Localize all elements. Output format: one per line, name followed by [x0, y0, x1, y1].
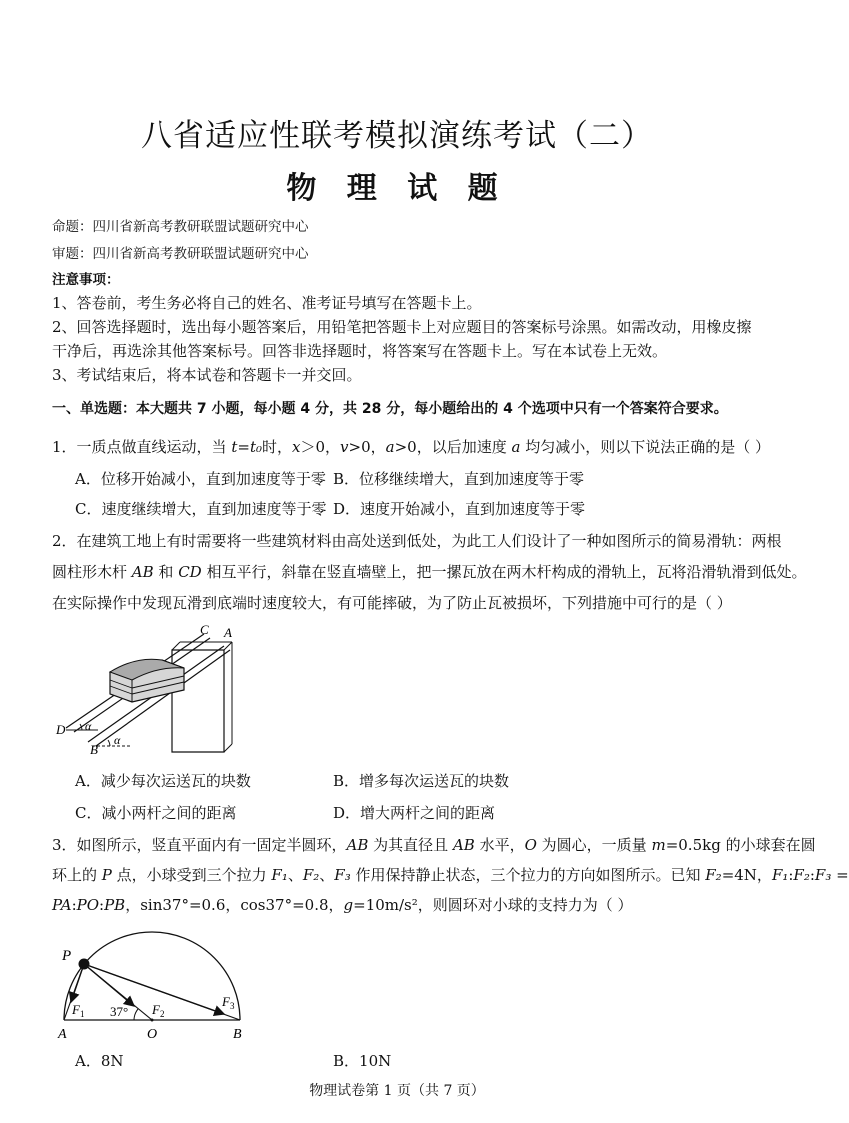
q3-stem-line3: PA:PO:PB，sin37°=0.6，cos37°=0.8，g=10m/s²，则圆环对小球的支持力为（ ） [52, 896, 633, 914]
q1-option-d: D．速度开始减小，直到加速度等于零 [333, 500, 586, 518]
note-1: 1、答卷前，考生务必将自己的姓名、准考证号填写在答题卡上。 [52, 294, 482, 312]
q3-stem-line1: 3．如图所示，竖直平面内有一固定半圆环，AB 为其直径且 AB 水平，O 为圆心，一质量 m=0.5kg 的小球套在圆 [52, 836, 816, 854]
q2-option-b: B．增多每次运送瓦的块数 [333, 772, 510, 790]
exam-title: 八省适应性联考模拟演练考试（二） [141, 118, 653, 154]
q3-label-f1: $F_1$ [72, 1002, 85, 1019]
q2-option-d: D．增大两杆之间的距离 [333, 804, 496, 822]
q2-label-a: A [224, 625, 232, 640]
q3-option-a: A．8N [75, 1052, 124, 1070]
note-2: 2、回答选择题时，选出每小题答案后，用铅笔把答题卡上对应题目的答案标号涂黑。如需改动，用橡皮擦 [52, 318, 752, 336]
author-line: 命题：四川省新高考教研联盟试题研究中心 [52, 219, 309, 235]
q2-alpha-1: α [85, 719, 92, 733]
q2-option-a: A．减少每次运送瓦的块数 [75, 772, 251, 790]
q3-option-b: B．10N [333, 1052, 392, 1070]
q1-option-c: C．速度继续增大，直到加速度等于零 [75, 500, 327, 518]
q1-stem: 1．一质点做直线运动，当 t=t₀时，x＞0，v>0，a>0，以后加速度 a 均匀减小，则以下说法正确的是（ ） [52, 438, 770, 456]
note-3: 3、考试结束后，将本试卷和答题卡一并交回。 [52, 366, 362, 384]
q2-option-c: C．减小两杆之间的距离 [75, 804, 237, 822]
q2-alpha-2: α [114, 733, 121, 747]
q2-stem-line2: 圆柱形木杆 AB 和 CD 相互平行，斜靠在竖直墙壁上，把一摞瓦放在两木杆构成的滑轨上，瓦将沿滑轨滑到低处。 [52, 563, 807, 581]
q3-label-p: P [62, 948, 72, 964]
q3-label-f3: $F_3$ [222, 994, 235, 1011]
q3-label-b: B [233, 1027, 242, 1042]
q2-stem-line3: 在实际操作中发现瓦滑到底端时速度较大，有可能摔破，为了防止瓦被损坏，下列措施中可行的是（ ） [52, 594, 732, 612]
page-footer: 物理试卷第 1 页（共 7 页） [309, 1083, 485, 1099]
q1-option-a: A．位移开始减小，直到加速度等于零 [75, 470, 326, 488]
q3-label-f2: $F_2$ [152, 1002, 165, 1019]
q3-semicircle-figure [52, 922, 262, 1046]
reviewer-line: 审题：四川省新高考教研联盟试题研究中心 [52, 246, 309, 262]
notes-title: 注意事项： [52, 272, 120, 288]
q2-stem-line1: 2．在建筑工地上有时需要将一些建筑材料由高处送到低处，为此工人们设计了一种如图所示的简易滑轨：两根 [52, 532, 782, 550]
subject-title: 物 理 试 题 [286, 171, 508, 206]
q3-angle-label: 37° [110, 1004, 129, 1019]
section-1-heading: 一、单选题：本大题共 7 小题，每小题 4 分，共 28 分，每小题给出的 4 个选项中只有一个答案符合要求。 [52, 401, 728, 417]
q1-option-b: B．位移继续增大，直到加速度等于零 [333, 470, 585, 488]
note-2-cont: 干净后，再选涂其他答案标号。回答非选择题时，将答案写在答题卡上。写在本试卷上无效。 [52, 342, 668, 360]
q3-label-o: O [147, 1027, 158, 1042]
q2-slide-rail-figure [52, 620, 252, 756]
q3-label-a: A [58, 1027, 67, 1042]
q3-stem-line2: 环上的 P 点，小球受到三个拉力 F₁、F₂、F₃ 作用保持静止状态，三个拉力的方向如图所示。已知 F₂=4N，F₁:F₂:F₃ = [52, 866, 849, 884]
q2-label-c: C [200, 622, 209, 637]
q2-label-d: D [56, 722, 66, 737]
q2-label-b: B [90, 742, 98, 757]
